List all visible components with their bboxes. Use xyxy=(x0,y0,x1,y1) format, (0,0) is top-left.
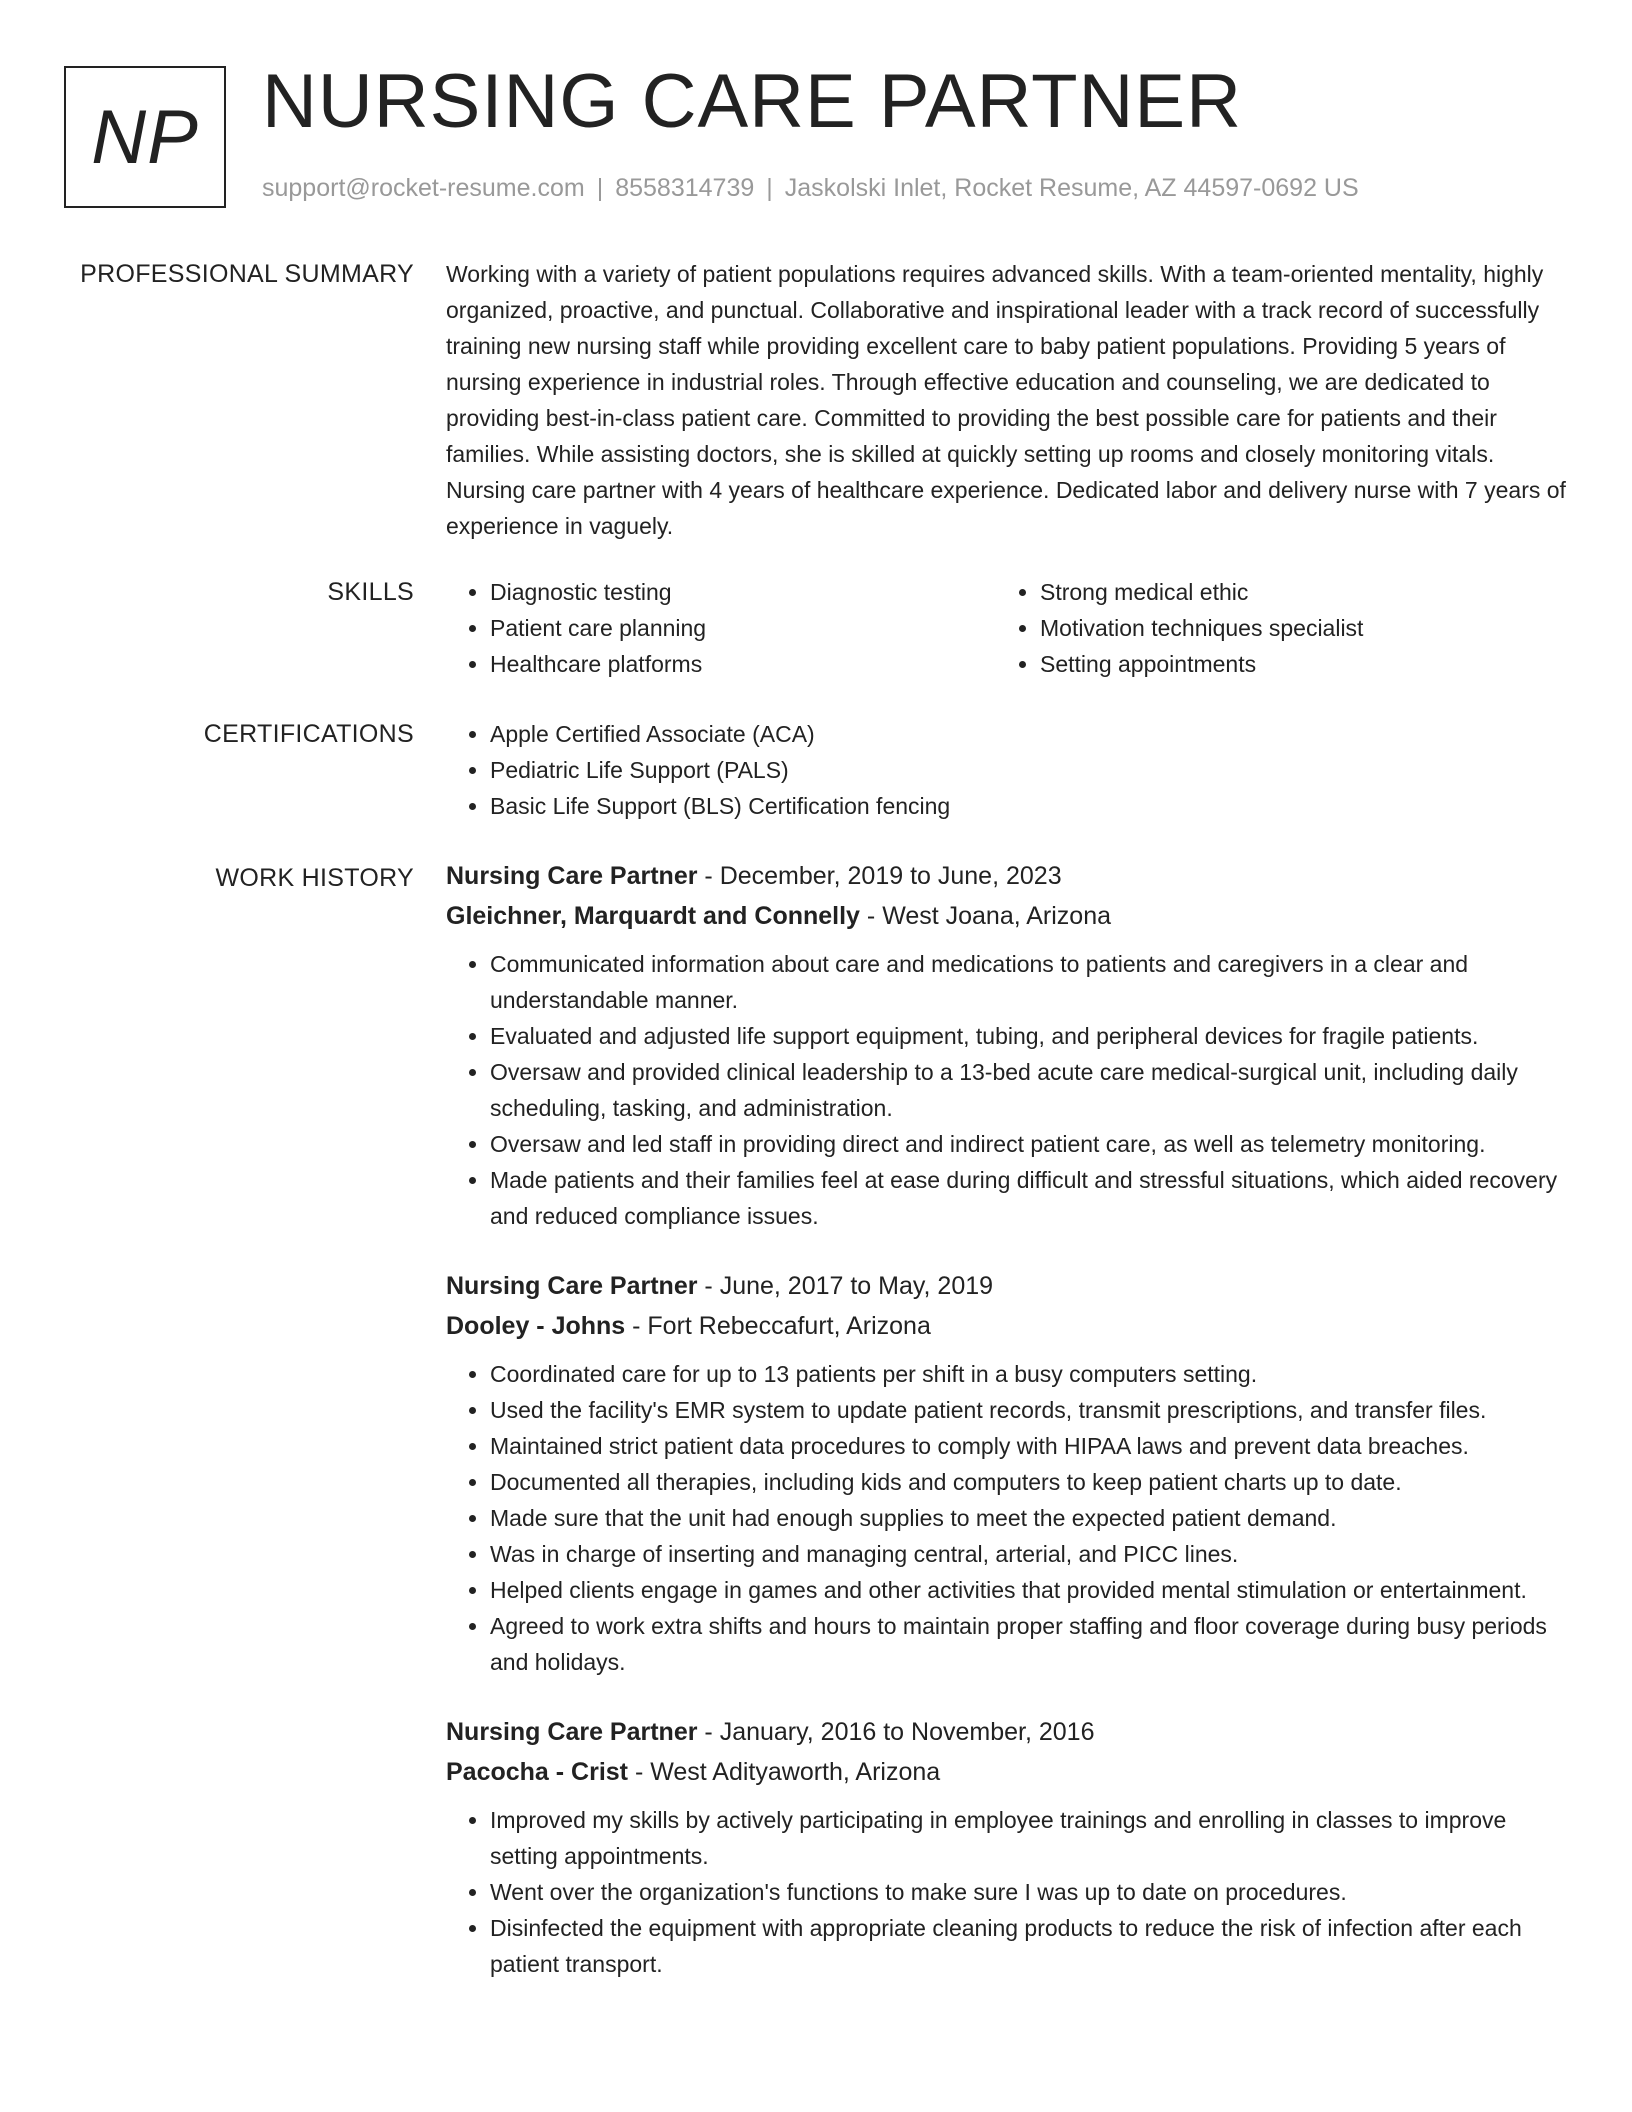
work-history-heading: WORK HISTORY xyxy=(215,864,414,892)
dash-separator: - xyxy=(859,902,883,930)
skills-heading: SKILLS xyxy=(327,578,414,606)
skills-list-left xyxy=(446,574,996,682)
job-entry xyxy=(446,1266,1568,1680)
contact-line xyxy=(262,174,1359,203)
skill-item: • Motivation techniques specialist xyxy=(1040,610,1546,646)
job-bullet: • Used the facility's EMR system to update patient records, transmit prescriptions, and transfer files. xyxy=(490,1392,1568,1428)
job-company: Dooley - Johns xyxy=(446,1312,626,1340)
resume-header xyxy=(64,59,1568,212)
dash-separator: - xyxy=(697,1272,720,1300)
job-bullets xyxy=(446,946,1568,1234)
skill-item: • Strong medical ethic xyxy=(1040,574,1546,610)
dash-separator: - xyxy=(625,1312,648,1340)
job-title-line xyxy=(446,1712,1568,1752)
skill-item: • Setting appointments xyxy=(1040,646,1546,682)
job-title: Nursing Care Partner xyxy=(446,862,698,890)
job-bullet: • Made sure that the unit had enough supplies to meet the expected patient demand. xyxy=(490,1500,1568,1536)
contact-separator: | xyxy=(596,174,604,202)
job-bullet: • Made patients and their families feel at ease during difficult and stressful situations, which aided recovery and reduced compliance issues. xyxy=(490,1162,1568,1234)
job-dates: January, 2016 to November, 2016 xyxy=(719,1718,1095,1746)
job-bullet: • Oversaw and led staff in providing direct and indirect patient care, as well as telemetry monitoring. xyxy=(490,1126,1568,1162)
job-title: Nursing Care Partner xyxy=(446,1272,698,1300)
job-company: Pacocha - Crist xyxy=(446,1758,629,1786)
job-bullet: • Coordinated care for up to 13 patients per shift in a busy computers setting. xyxy=(490,1356,1568,1392)
summary-body xyxy=(446,256,1568,544)
skills-body xyxy=(446,574,1568,682)
resume-name: NURSING CARE PARTNER xyxy=(262,59,1242,144)
job-bullet: • Agreed to work extra shifts and hours to maintain proper staffing and floor coverage during busy periods and holidays. xyxy=(490,1608,1568,1680)
job-title-line xyxy=(446,856,1568,896)
skill-item: • Healthcare platforms xyxy=(490,646,996,682)
job-bullets xyxy=(446,1802,1568,1982)
job-entry xyxy=(446,856,1568,1234)
work-history-body xyxy=(446,856,1568,1982)
monogram-initials: NP xyxy=(91,94,199,180)
job-bullet: • Documented all therapies, including kids and computers to keep patient charts up to date. xyxy=(490,1464,1568,1500)
certifications-heading: CERTIFICATIONS xyxy=(203,720,414,748)
job-company-line xyxy=(446,1306,1568,1346)
job-location: West Joana, Arizona xyxy=(882,902,1112,930)
certifications-body xyxy=(446,716,1568,824)
skill-item: • Patient care planning xyxy=(490,610,996,646)
job-location: Fort Rebeccafurt, Arizona xyxy=(647,1312,931,1340)
skill-item: • Diagnostic testing xyxy=(490,574,996,610)
job-bullet: • Oversaw and provided clinical leadership to a 13-bed acute care medical-surgical unit, including daily scheduling, tasking, and administration. xyxy=(490,1054,1568,1126)
job-title: Nursing Care Partner xyxy=(446,1718,698,1746)
job-bullet: • Evaluated and adjusted life support equipment, tubing, and peripheral devices for fragile patients. xyxy=(490,1018,1568,1054)
dash-separator: - xyxy=(628,1758,651,1786)
job-bullets xyxy=(446,1356,1568,1680)
job-bullet: • Went over the organization's functions to make sure I was up to date on procedures. xyxy=(490,1874,1568,1910)
dash-separator: - xyxy=(697,862,720,890)
job-bullet: • Improved my skills by actively participating in employee trainings and enrolling in classes to improve setting appointments. xyxy=(490,1802,1568,1874)
certification-item: • Pediatric Life Support (PALS) xyxy=(490,752,1568,788)
job-bullet: • Communicated information about care and medications to patients and caregivers in a clear and understandable manner. xyxy=(490,946,1568,1018)
job-dates: June, 2017 to May, 2019 xyxy=(719,1272,994,1300)
summary-heading: PROFESSIONAL SUMMARY xyxy=(80,260,414,288)
skills-list-right xyxy=(996,574,1546,682)
contact-phone: 8558314739 xyxy=(615,174,755,202)
job-bullet: • Was in charge of inserting and managing central, arterial, and PICC lines. xyxy=(490,1536,1568,1572)
certification-item: • Apple Certified Associate (ACA) xyxy=(490,716,1568,752)
summary-text: Working with a variety of patient populations requires advanced skills. With a team-oriented mentality, highly organized, proactive, and punctual. Collaborative and inspirational leader with a track record of successfully training new nursing staff while providing excellent care to baby patient populations. Providing 5 years of nursing experience in industrial roles. Through effective education and counseling, we are dedicated to providing best-in-class patient care. Committed to providing the best possible care for patients and their families. While assisting doctors, she is skilled at quickly setting up rooms and closely monitoring vitals. Nursing care partner with 4 years of healthcare experience. Dedicated labor and delivery nurse with 7 years of experience in vaguely. xyxy=(446,261,1566,539)
job-entry xyxy=(446,1712,1568,1982)
job-company-line xyxy=(446,1752,1568,1792)
job-location: West Adityaworth, Arizona xyxy=(650,1758,941,1786)
certifications-list xyxy=(446,716,1568,824)
job-company-line xyxy=(446,896,1568,936)
certification-item: • Basic Life Support (BLS) Certification fencing xyxy=(490,788,1568,824)
job-bullet: • Helped clients engage in games and other activities that provided mental stimulation or entertainment. xyxy=(490,1572,1568,1608)
job-bullet: • Maintained strict patient data procedures to comply with HIPAA laws and prevent data breaches. xyxy=(490,1428,1568,1464)
job-title-line xyxy=(446,1266,1568,1306)
contact-separator: | xyxy=(766,174,773,202)
monogram-box xyxy=(64,66,226,208)
job-company: Gleichner, Marquardt and Connelly xyxy=(446,902,860,930)
dash-separator: - xyxy=(697,1718,720,1746)
contact-email: support@rocket-resume.com xyxy=(262,174,585,202)
job-dates: December, 2019 to June, 2023 xyxy=(719,862,1062,890)
contact-address: Jaskolski Inlet, Rocket Resume, AZ 44597-0692 US xyxy=(784,174,1359,202)
job-bullet: • Disinfected the equipment with appropriate cleaning products to reduce the risk of infection after each patient transport. xyxy=(490,1910,1568,1982)
